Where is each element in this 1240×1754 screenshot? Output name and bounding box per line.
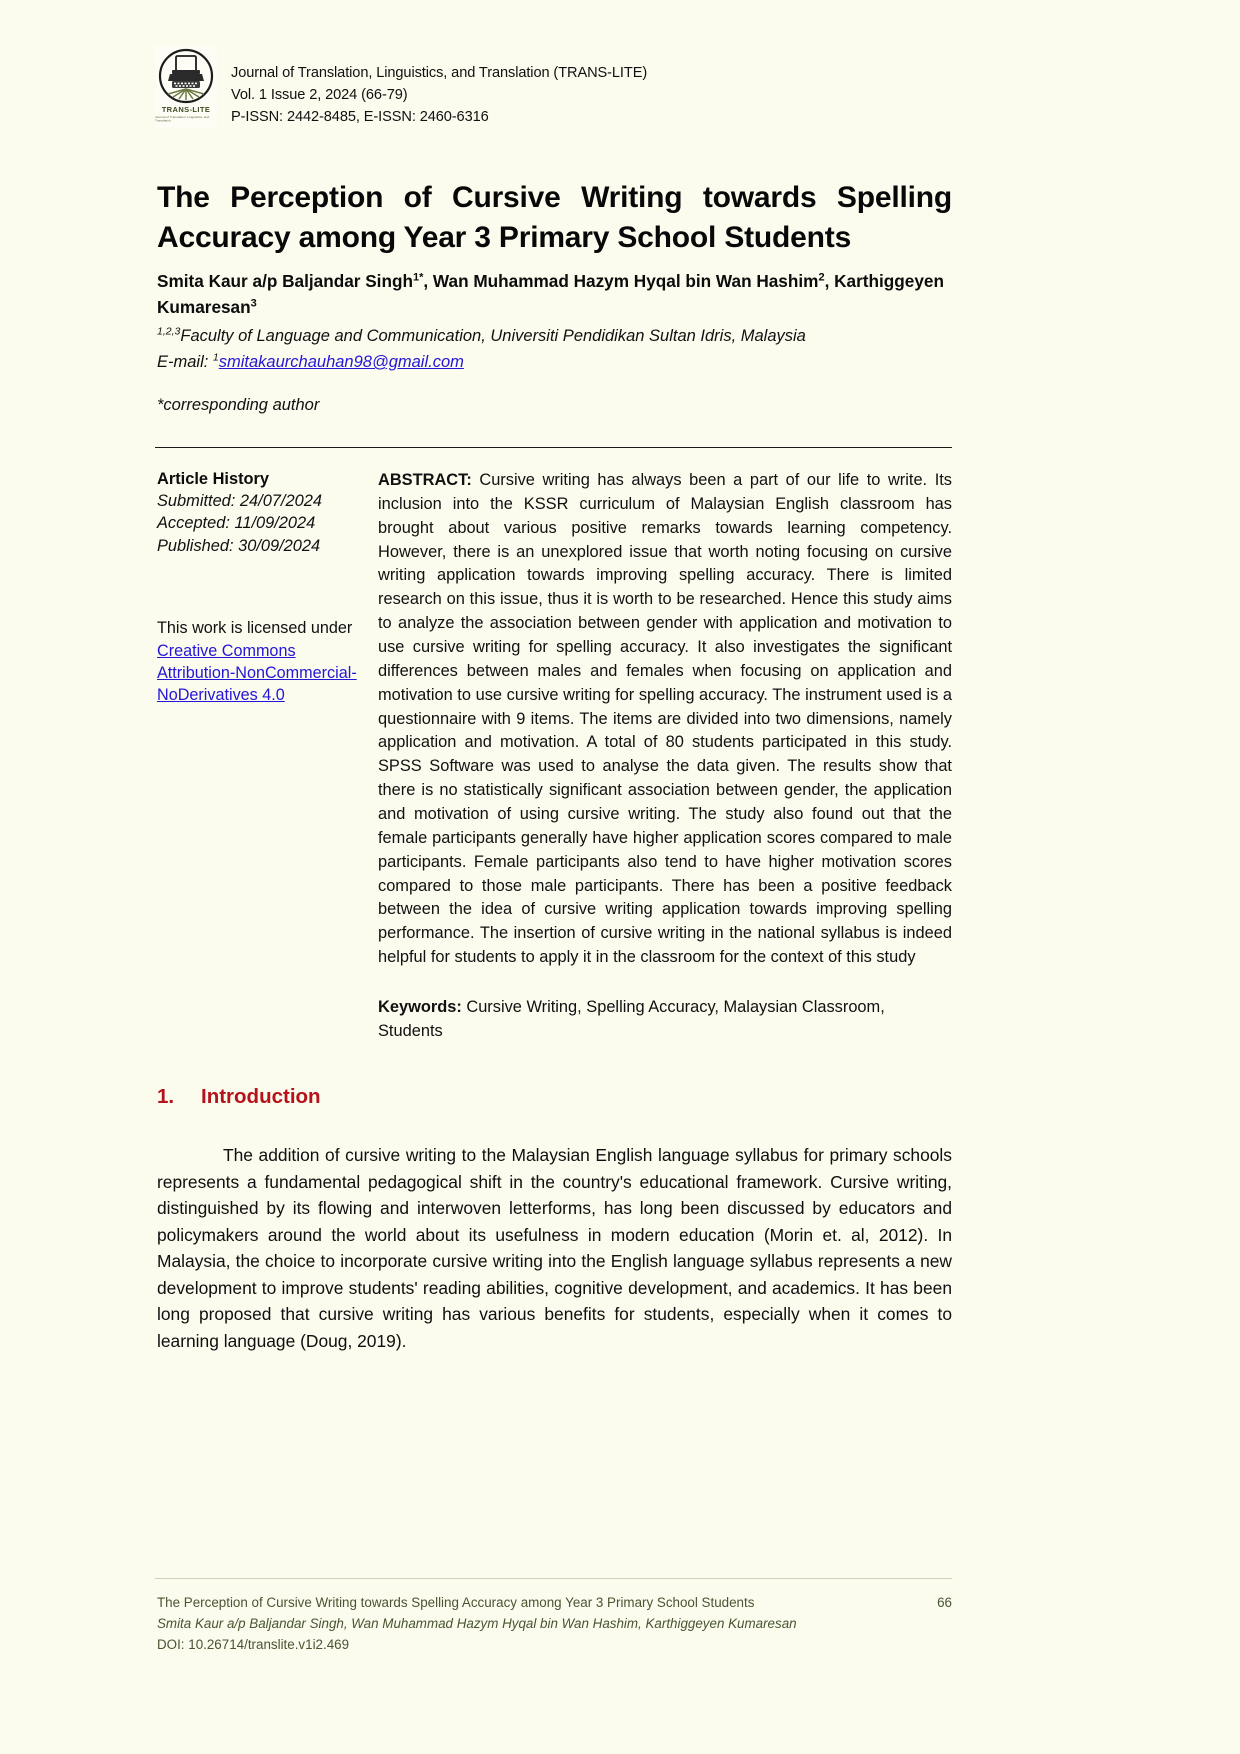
section-number: 1. xyxy=(157,1085,175,1108)
author-1-affil-marker: 1* xyxy=(412,271,424,284)
keywords-block xyxy=(378,996,952,1044)
article-accepted-date: Accepted: 11/09/2024 xyxy=(157,514,316,533)
journal-volume-line: Vol. 1 Issue 2, 2024 (66-79) xyxy=(231,87,408,104)
affiliation-line xyxy=(157,323,952,349)
email-label: E-mail: xyxy=(157,353,213,372)
footer-article-title: The Perception of Cursive Writing towards Spelling Accuracy among Year 3 Primary School Students xyxy=(157,1595,755,1610)
footer-authors: Smita Kaur a/p Baljandar Singh, Wan Muhammad Hazym Hyqal bin Wan Hashim, Karthiggeyen Kumaresan xyxy=(157,1616,797,1632)
affiliation-text: Faculty of Language and Communication, Universiti Pendidikan Sultan Idris, Malaysia xyxy=(180,327,806,345)
license-intro-text: This work is licensed under xyxy=(157,619,353,638)
journal-masthead xyxy=(155,46,955,129)
email-line xyxy=(157,349,952,375)
footer-title-row xyxy=(157,1592,952,1613)
journal-logo xyxy=(155,46,217,128)
author-2-name: , Wan Muhammad Hazym Hyqal bin Wan Hashim xyxy=(423,271,819,291)
typewriter-logo-icon xyxy=(157,48,215,106)
license-block xyxy=(157,617,375,706)
corresponding-email-link[interactable]: smitakaurchauhan98@gmail.com xyxy=(218,353,464,372)
author-2-affil-marker: 2 xyxy=(818,271,825,284)
author-3-name: Karthiggeyen Kumaresan xyxy=(157,271,944,318)
article-meta-column xyxy=(157,470,375,707)
abstract-block xyxy=(378,469,952,970)
page-number: 66 xyxy=(937,1595,952,1610)
article-history-heading: Article History xyxy=(157,470,270,488)
abstract-label: ABSTRACT: xyxy=(378,471,472,489)
article-published-date: Published: 30/09/2024 xyxy=(157,536,321,555)
email-marker: 1 xyxy=(212,351,219,364)
author-separator: , xyxy=(824,271,830,291)
abstract-text: Cursive writing has always been a part of our life to write. Its inclusion into the KSSR curriculum of Malaysian English classroom has brought about various positive remarks towards learning competency. However, there is an unexplored issue that worth noting focusing on cursive writing application towards improving spelling accuracy. There is limited research on this issue, thus it is worth to be researched. Hence this study aims to analyze the association between gender with application and motivation to use cursive writing for spelling accuracy. It also investigates the significant differences between males and females when focusing on application and motivation to use cursive writing for spelling accuracy. The instrument used is a questionnaire with 9 items. The items are divided into two dimensions, namely application and motivation. A total of 80 students participated in this study. SPSS Software was used to analyse the data given. The results show that there is no statistically significant association between gender, the application and motivation of using cursive writing. The study also found out that the female participants generally have higher application scores compared to male participants. Female participants also tend to have higher motivation scores compared to those male participants. There has been a positive feedback between the idea of cursive writing application towards improving spelling performance. The insertion of cursive writing in the national syllabus is indeed helpful for students to apply it in the classroom for the context of this study xyxy=(378,471,952,967)
author-list xyxy=(157,268,952,321)
page-footer xyxy=(157,1592,952,1656)
keywords-label: Keywords: xyxy=(378,998,462,1017)
journal-name-line: Journal of Translation, Linguistics, and Translation (TRANS-LITE) xyxy=(231,65,648,81)
logo-subtitle: Journal of Translation, Linguistics, and Translation xyxy=(155,115,210,123)
affiliation-marker: 1,2,3 xyxy=(157,325,181,338)
header-divider xyxy=(155,447,952,448)
logo-wordmark: TRANS-LITE xyxy=(161,105,211,114)
keywords-text: Cursive Writing, Spelling Accuracy, Malaysian Classroom, Students xyxy=(378,998,885,1040)
section-title: Introduction xyxy=(201,1085,321,1108)
article-submitted-date: Submitted: 24/07/2024 xyxy=(157,492,322,510)
journal-info xyxy=(231,46,647,129)
affiliation-block xyxy=(157,323,952,375)
journal-issn-line: P-ISSN: 2442-8485, E-ISSN: 2460-6316 xyxy=(231,109,489,126)
author-3-affil-marker: 3 xyxy=(250,297,257,310)
license-link[interactable]: Creative Commons Attribution-NonCommercial-NoDerivatives 4.0 xyxy=(157,641,357,705)
page-title: The Perception of Cursive Writing towards Spelling Accuracy among Year 3 Primary School Students xyxy=(157,181,952,254)
section-heading-introduction xyxy=(157,1085,952,1109)
author-1-name: Smita Kaur a/p Baljandar Singh xyxy=(157,271,413,291)
corresponding-author-note: *corresponding author xyxy=(157,396,320,414)
abstract-column xyxy=(378,469,952,1044)
footer-divider xyxy=(155,1578,952,1579)
introduction-paragraph: The addition of cursive writing to the Malaysian English language syllabus for primary schools represents a fundamental pedagogical shift in the country's educational framework. Cursive writing, distinguished by its flowing and interwoven letterforms, has long been discussed by educators and policymakers around the world about its usefulness in modern education (Morin et. al, 2012). In Malaysia, the choice to incorporate cursive writing into the English language syllabus represents a new development to improve students' reading abilities, cognitive development, and academics. It has been long proposed that cursive writing has various benefits for students, especially when it comes to learning language (Doug, 2019). xyxy=(157,1145,952,1351)
footer-doi: DOI: 10.26714/translite.v1i2.469 xyxy=(157,1637,350,1653)
